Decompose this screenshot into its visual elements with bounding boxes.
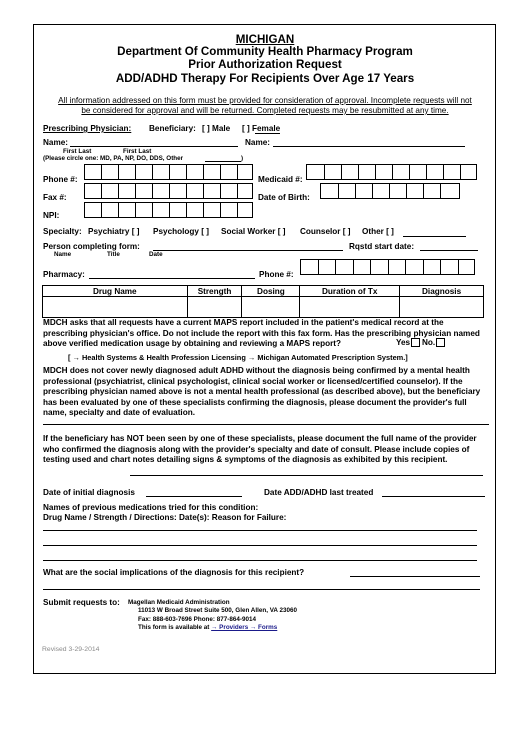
completing-date-hint: Date [149,251,163,258]
medicaid-number-boxes[interactable] [306,164,477,180]
beneficiary-name-label: Name: [245,138,271,147]
pharmacy-field[interactable] [89,278,255,279]
strength-header: Strength [187,286,242,297]
duration-cell[interactable] [300,297,400,318]
specialist-info-line[interactable] [43,424,489,425]
male-checkbox[interactable]: [ ] Male [202,124,231,133]
duration-header: Duration of Tx [300,286,400,297]
social-implications-field-1[interactable] [350,576,480,577]
submit-organization: Magellan Medicaid Administration [128,599,230,606]
physician-phone-boxes[interactable] [84,164,253,180]
form-subtitle: ADD/ADHD Therapy For Recipients Over Age 17 Years [115,72,415,85]
physician-name-field[interactable] [70,146,238,147]
physician-name-label: Name: [43,138,69,147]
completing-title-hint: Title [107,251,120,258]
initial-diagnosis-label: Date of initial diagnosis [43,488,135,497]
submit-available-text [138,624,277,631]
beneficiary-name-hint: First Last [123,148,152,155]
initial-diagnosis-field[interactable] [146,496,242,497]
state-title: MICHIGAN [235,33,295,46]
maps-yes-checkbox[interactable] [411,338,420,347]
previous-medication-line-1[interactable] [43,530,477,531]
submit-requests-label: Submit requests to: [43,598,120,607]
requested-start-date-label: Rqstd start date: [349,242,415,251]
social-implications-field-2[interactable] [43,589,480,590]
beneficiary-name-field[interactable] [273,146,465,147]
maps-yes-label: Yes [396,338,411,347]
last-treated-label: Date ADD/ADHD last treated [264,488,374,497]
previous-medications-label: Names of previous medications tried for this condition: [43,503,259,512]
previous-medication-line-3[interactable] [43,560,477,561]
previous-medications-columns: Drug Name / Strength / Directions: Date(s): Reason for Failure: [43,513,287,522]
revised-date: Revised 3-29-2014 [42,646,100,653]
person-completing-field[interactable] [153,250,343,251]
beneficiary-label: Beneficiary: [149,124,196,133]
other-specialty-field[interactable] [403,236,466,237]
psychiatry-checkbox[interactable]: Psychiatry [ ] [88,227,140,236]
social-implications-label: What are the social implications of the diagnosis for this recipient? [43,568,305,577]
diagnosis-header: Diagnosis [400,286,484,297]
mdch-paragraph: MDCH does not cover newly diagnosed adult ADHD without the diagnosis being confirmed by a mental health professional (psychiatrist, clinical psychologist, clinical social worker or licensed/certified counselor). If the prescribing physician named above is not a mental health professional (as described above), but the beneficiary has been evaluated by one of these specialists confirming the diagnosis, please document the provider's full name, specialty and date of evaluation. [43,366,481,418]
provider-info-line[interactable] [130,475,483,476]
last-treated-field[interactable] [382,496,485,497]
requested-start-date-field[interactable] [420,250,478,251]
submit-address: 11013 W Broad Street Suite 500, Glen Allen, VA 23060 [138,607,298,614]
drug-name-header: Drug Name [43,286,188,297]
licensing-note: [ → Health Systems & Health Profession Licensing → Michigan Automated Prescription System.] [68,353,408,362]
date-of-birth-label: Date of Birth: [258,193,310,202]
drug-name-cell[interactable] [43,297,188,318]
other-specialty-checkbox[interactable]: Other [ ] [362,227,394,236]
strength-cell[interactable] [187,297,242,318]
providers-forms-link[interactable]: → Providers → Forms [211,624,278,631]
credential-close-paren: ) [241,155,244,162]
form-title: Prior Authorization Request [188,58,342,71]
maps-no-checkbox[interactable] [436,338,445,347]
physician-name-hint: First Last [63,148,92,155]
physician-fax-label: Fax #: [43,193,67,202]
npi-boxes[interactable] [84,202,253,218]
pharmacy-phone-label: Phone #: [259,270,294,279]
drug-table [42,285,484,318]
credential-circle-note: (Please circle one: MD, PA, NP, DO, DDS, Other [43,155,184,162]
specialty-label: Specialty: [43,227,82,236]
prescribing-physician-label: Prescribing Physician: [43,124,132,133]
not-seen-paragraph: If the beneficiary has NOT been seen by one of these specialists, please document the full name of the provider who confirmed the diagnosis along with the provider's specialty and date of consult. Please include copies of testing used and chart notes detailing signs & symptoms of the diagnosis as exhibited by this recipient. [43,434,477,465]
female-checkbox[interactable]: [ ] Female [242,124,281,133]
female-underline [255,133,280,134]
physician-fax-boxes[interactable] [84,183,253,199]
medicaid-label: Medicaid #: [258,175,303,184]
completing-name-hint: Name [54,251,72,258]
dosing-cell[interactable] [242,297,300,318]
credential-other-field[interactable] [205,161,241,162]
submit-fax-phone: Fax: 888-603-7696 Phone: 877-864-9014 [138,616,256,623]
diagnosis-cell[interactable] [400,297,484,318]
maps-text: MDCH asks that all requests have a current MAPS report included in the patient's medical record at the prescribing physician's office. Do not include the report with this fax form. Has the prescribing physician named above verified medication usage by obtaining and reviewing a MAPS report? [43,318,480,349]
intro-line-2: be considered for approval and will be returned. Completed requests may be resubmitted at any time. [81,106,449,115]
counselor-checkbox[interactable]: Counselor [ ] [300,227,351,236]
psychology-checkbox[interactable]: Psychology [ ] [153,227,209,236]
drug-table-row [43,297,484,318]
date-of-birth-boxes[interactable] [320,183,460,199]
department-title: Department Of Community Health Pharmacy Program [117,45,413,58]
available-at-text: This form is available at [138,624,212,631]
drug-table-header-row [43,286,484,297]
pharmacy-label: Pharmacy: [43,270,85,279]
person-completing-label: Person completing form: [43,242,140,251]
physician-phone-label: Phone #: [43,175,78,184]
dosing-header: Dosing [242,286,300,297]
previous-medication-line-2[interactable] [43,545,477,546]
pharmacy-phone-boxes[interactable] [300,259,475,275]
intro-line-1: All information addressed on this form must be provided for consideration of approval. Incomplete requests will not [58,96,472,105]
npi-label: NPI: [43,211,60,220]
social-worker-checkbox[interactable]: Social Worker [ ] [221,227,286,236]
maps-no-label: No. [422,338,436,347]
